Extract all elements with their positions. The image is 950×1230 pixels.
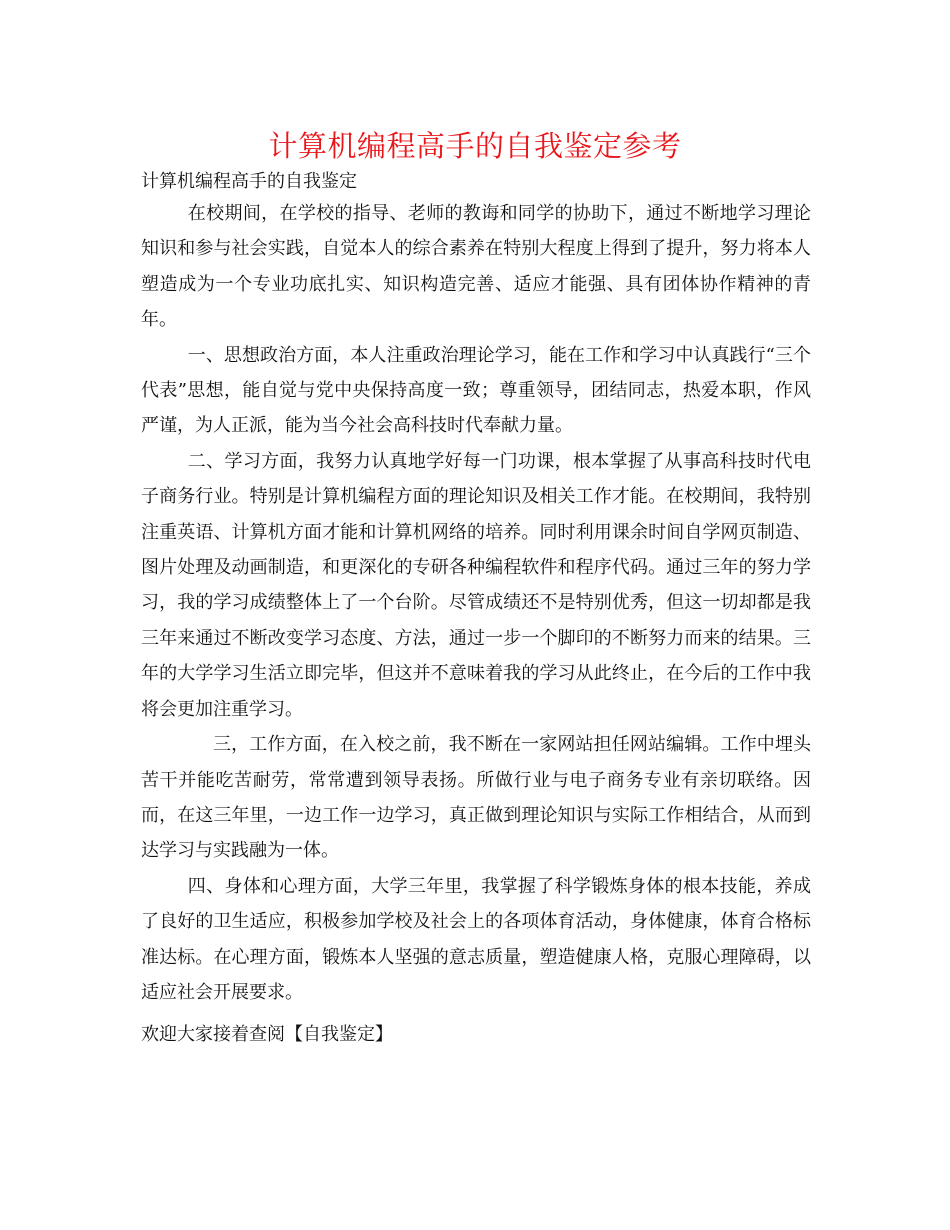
paragraph-health: 四、身体和心理方面，大学三年里，我掌握了科学锻炼身体的根本技能，养成了良好的卫生适应，积极参加学校及社会上的各项体育活动，身体健康，体育合格标准达标。在心理方面，锻炼本人坚强的意志质量，塑造健康人格，克服心理障碍，以适应社会开展要求。	[141, 875, 811, 1003]
paragraph-study: 二、学习方面，我努力认真地学好每一门功课，根本掌握了从事高科技时代电子商务行业。特别是计算机编程方面的理论知识及相关工作才能。在校期间，我特别注重英语、计算机方面才能和计算机网络的培养。同时利用课余时间自学网页制造、图片处理及动画制造，和更深化的专研各种编程软件和程序代码。通过三年的努力学习，我的学习成绩整体上了一个台阶。尽管成绩还不是特别优秀，但这一切却都是我三年来通过不断改变学习态度、方法，通过一步一个脚印的不断努力而来的结果。三年的大学学习生活立即完毕，但这并不意味着我的学习从此终止，在今后的工作中我将会更加注重学习。	[141, 450, 811, 720]
document-subtitle: 计算机编程高手的自我鉴定	[141, 171, 357, 192]
paragraph-political: 一、思想政治方面，本人注重政治理论学习，能在工作和学习中认真践行“三个代表”思想，能自觉与党中央保持高度一致；尊重领导，团结同志，热爱本职，作风严谨，为人正派，能为当今社会高科技时代奉献力量。	[141, 344, 811, 437]
paragraph-work: 三，工作方面，在入校之前，我不断在一家网站担任网站编辑。工作中埋头苦干并能吃苦耐劳，常常遭到领导表扬。所做行业与电子商务专业有亲切联络。因而，在这三年里，一边工作一边学习，真正做到理论知识与实际工作相结合，从而到达学习与实践融为一体。	[141, 734, 811, 862]
paragraph-intro: 在校期间，在学校的指导、老师的教诲和同学的协助下，通过不断地学习理论知识和参与社会实践，自觉本人的综合素养在特别大程度上得到了提升，努力将本人塑造成为一个专业功底扎实、知识构造完善、适应才能强、具有团体协作精神的青年。	[141, 203, 811, 331]
document-body	[141, 196, 811, 1010]
closing-link-text: 欢迎大家接着查阅【自我鉴定】	[141, 1024, 393, 1045]
document-title: 计算机编程高手的自我鉴定参考	[268, 129, 682, 163]
